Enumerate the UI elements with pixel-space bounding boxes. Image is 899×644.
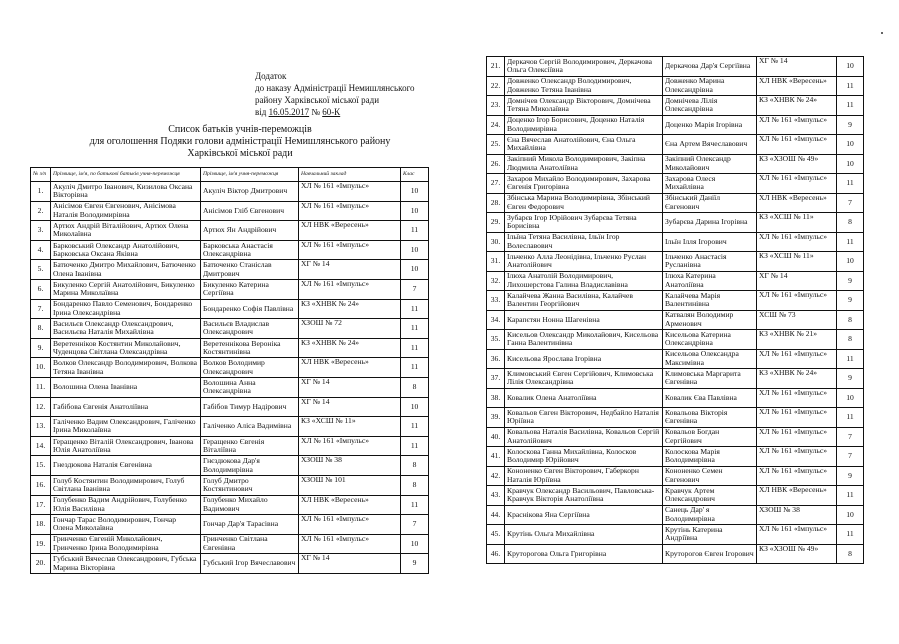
grade: 10 (837, 57, 864, 77)
parents-names: Веретенніков Костянтин Миколайович, Чуденцова Світлана Олександрівна (51, 338, 201, 358)
table-row (31, 240, 429, 260)
parents-names: Колоскова Ганна Михайлівна, Колосков Володимир Юрійович (505, 447, 663, 467)
student-name: Доценко Марія Ігорівна (663, 115, 757, 135)
grade: 10 (401, 240, 429, 260)
grade: 10 (401, 201, 429, 221)
grade: 9 (837, 466, 864, 486)
grade: 8 (401, 456, 429, 476)
col-grade-header: Клас (401, 168, 429, 182)
grade: 10 (837, 388, 864, 408)
table-row (487, 252, 864, 272)
school-name: КЗ «ХНВК № 24» (299, 338, 401, 358)
parents-names: Ковальова Наталія Василівна, Ковальов Сергій Анатолійович (505, 427, 663, 447)
parents-names: Губський Вячеслав Олександрович, Губська Марина Вікторівна (51, 554, 201, 574)
table-row (487, 154, 864, 174)
grade: 11 (401, 319, 429, 339)
student-name: Барковська Анастасія Олександрівна (201, 240, 299, 260)
row-number: 27. (487, 174, 505, 194)
table-row (31, 554, 429, 574)
parents-names: Довженко Олександр Володимирович, Довженко Тетяна Іванівна (505, 76, 663, 96)
student-name: Довженко Марина Олександрівна (663, 76, 757, 96)
student-name: Артюх Ян Андрійович (201, 221, 299, 241)
row-number: 28. (487, 193, 505, 213)
row-number: 12. (31, 397, 51, 417)
parents-names: Крутінь Ольга Михайлівна (505, 525, 663, 545)
table-row (487, 291, 864, 311)
parents-names: Ковалик Олена Анатоліївна (505, 388, 663, 408)
student-name: Габібов Тимур Надірович (201, 397, 299, 417)
table-row (31, 495, 429, 515)
school-name: ХГ № 14 (299, 554, 401, 574)
school-name: ХЛ НВК «Вересень» (757, 486, 837, 506)
grade: 9 (837, 291, 864, 311)
parents-names: Ільченко Алла Леонідівна, Ільченко Руслан Анатолійович (505, 252, 663, 272)
grade: 11 (401, 495, 429, 515)
student-name: Анісімов Гліб Євгенович (201, 201, 299, 221)
grade: 8 (401, 377, 429, 397)
school-name: ХЗОШ № 72 (299, 319, 401, 339)
parents-names: Карапєтян Нонна Шагенівна (505, 310, 663, 330)
parents-names: Ілюха Анатолій Володимирович, Лихошерстова Галина Владиславівна (505, 271, 663, 291)
grade: 11 (837, 96, 864, 116)
table-row (487, 213, 864, 233)
grade: 11 (837, 525, 864, 545)
student-name: Губський Ігор Вячеславович (201, 554, 299, 574)
student-name: Климовська Маргарита Євгенівна (663, 369, 757, 389)
table-row (487, 96, 864, 116)
row-number: 39. (487, 408, 505, 428)
row-number: 34. (487, 310, 505, 330)
school-name: ХЛ № 161 «Імпульс» (757, 115, 837, 135)
row-number: 18. (31, 515, 51, 535)
district-line: району Харківської міської ради (255, 95, 380, 105)
title-line-2: для оголошення Подяки голови адміністрації Немишлянського району (89, 136, 391, 147)
table-row (487, 135, 864, 155)
parents-names: Захаров Михайло Володимирович, Захарова Євгенія Григорівна (505, 174, 663, 194)
school-name: ХЛ НВК «Вересень» (299, 358, 401, 378)
parents-names: Деркачов Сергій Володимирович, Деркачова Ольга Олексіївна (505, 57, 663, 77)
grade: 9 (401, 554, 429, 574)
student-name: Геращенко Євгенія Віталіївна (201, 436, 299, 456)
parents-names: Габібова Євгенія Анатоліївна (51, 397, 201, 417)
row-number: 25. (487, 135, 505, 155)
school-name: ХЛ № 161 «Імпульс» (757, 388, 837, 408)
grade: 7 (837, 427, 864, 447)
table-row (487, 408, 864, 428)
col-school-header: Навчальний заклад (299, 168, 401, 182)
table-row (487, 427, 864, 447)
school-name: ХЛ № 161 «Імпульс» (299, 279, 401, 299)
row-number: 7. (31, 299, 51, 319)
student-name: Круторогов Євген Ігорович (663, 544, 757, 564)
order-date-line (255, 106, 415, 118)
grade: 7 (837, 447, 864, 467)
table-header-row (31, 168, 429, 182)
appendix-header (255, 70, 415, 118)
scan-speck (881, 32, 883, 34)
row-number: 33. (487, 291, 505, 311)
school-name: ХЛ № 161 «Імпульс» (757, 135, 837, 155)
school-name: КЗ «ХСШ № 11» (299, 417, 401, 437)
table-row (487, 57, 864, 77)
row-number: 24. (487, 115, 505, 135)
row-number: 11. (31, 377, 51, 397)
table-row (487, 505, 864, 525)
school-name: КЗ «ХСШ № 11» (757, 252, 837, 272)
grade: 11 (837, 174, 864, 194)
student-name: Акуліч Віктор Дмитрович (201, 182, 299, 202)
parents-names: Круторогова Ольга Григорівна (505, 544, 663, 564)
school-name: ХЛ № 161 «Імпульс» (299, 515, 401, 535)
row-number: 5. (31, 260, 51, 280)
row-number: 36. (487, 349, 505, 369)
parents-names: Голуб Костянтин Володимирович, Голуб Світлана Іванівна (51, 475, 201, 495)
school-name: ХЛ № 161 «Імпульс» (299, 182, 401, 202)
grade: 10 (837, 135, 864, 155)
school-name: КЗ «ХСШ № 11» (757, 213, 837, 233)
student-name: Збінський Даніїл Євгенович (663, 193, 757, 213)
grade: 7 (837, 193, 864, 213)
school-name: ХЗОШ № 38 (299, 456, 401, 476)
school-name: ХЛ № 161 «Імпульс» (757, 427, 837, 447)
student-name: Батюченко Станіслав Дмитрович (201, 260, 299, 280)
parents-names: Волков Олександр Володимирович, Волкова Тетяна Іванівна (51, 358, 201, 378)
row-number: 1. (31, 182, 51, 202)
row-number: 37. (487, 369, 505, 389)
student-name: Санець Дар' я Володимирівна (663, 505, 757, 525)
row-number: 23. (487, 96, 505, 116)
school-name: КЗ «ХЗОШ № 49» (757, 544, 837, 564)
student-name: Кисельова Катерина Олександрівна (663, 330, 757, 350)
row-number: 29. (487, 213, 505, 233)
row-number: 19. (31, 534, 51, 554)
parents-names: Домнічев Олександр Вікторович, Домнічева Тетяна Миколаївна (505, 96, 663, 116)
school-name: КЗ «ХНВК № 21» (757, 330, 837, 350)
school-name: ХГ № 14 (757, 271, 837, 291)
parents-names: Артюх Андрій Віталійович, Артюх Олена Миколаївна (51, 221, 201, 241)
grade: 10 (401, 260, 429, 280)
table-row (31, 534, 429, 554)
grade: 9 (837, 115, 864, 135)
row-number: 26. (487, 154, 505, 174)
parents-names: Гончар Тарас Володимирович, Гончар Олена Миколаївна (51, 515, 201, 535)
table-row (487, 349, 864, 369)
student-name: Крутінь Катерина Андріївна (663, 525, 757, 545)
parents-names: Краснікова Яна Сергіївна (505, 505, 663, 525)
grade: 11 (837, 349, 864, 369)
student-name: Єна Артем Вячеславович (663, 135, 757, 155)
parents-names: Кононенко Євген Вікторович, Габеркорн Наталія Юріївна (505, 466, 663, 486)
grade: 11 (401, 358, 429, 378)
school-name: КЗ «ХНВК № 24» (299, 299, 401, 319)
student-name: Закіпний Олександр Миколайович (663, 154, 757, 174)
grade: 11 (401, 417, 429, 437)
table-row (487, 232, 864, 252)
grade: 11 (401, 436, 429, 456)
table-row (487, 544, 864, 564)
school-name: ХГ № 14 (299, 260, 401, 280)
row-number: 6. (31, 279, 51, 299)
row-number: 14. (31, 436, 51, 456)
table-row (31, 436, 429, 456)
row-number: 38. (487, 388, 505, 408)
school-name: КЗ «ХНВК № 24» (757, 96, 837, 116)
row-number: 13. (31, 417, 51, 437)
appendix-label: Додаток (255, 71, 287, 81)
table-row (487, 447, 864, 467)
table-row (31, 456, 429, 476)
school-name: ХГ № 14 (299, 377, 401, 397)
row-number: 44. (487, 505, 505, 525)
parents-names: Голубенко Вадим Андрійович, Голубенко Юлія Василівна (51, 495, 201, 515)
order-reference: до наказу Адміністрації Немишлянського (255, 83, 415, 93)
grade: 11 (837, 232, 864, 252)
student-name: Ільченко Анастасія Русланівна (663, 252, 757, 272)
table-row (31, 417, 429, 437)
student-name: Васильєв Владислав Олександрович (201, 319, 299, 339)
grade: 9 (837, 271, 864, 291)
table-row (487, 388, 864, 408)
school-name: КЗ «ХЗОШ № 49» (757, 154, 837, 174)
student-name: Бикуленко Катерина Сергіївна (201, 279, 299, 299)
row-number: 22. (487, 76, 505, 96)
school-name: ХЗОШ № 101 (299, 475, 401, 495)
date-prefix: від (255, 107, 267, 117)
row-number: 15. (31, 456, 51, 476)
school-name: ХЛ № 161 «Імпульс» (757, 525, 837, 545)
title-line-1: Список батьків учнів-переможців (168, 124, 312, 135)
grade: 10 (401, 397, 429, 417)
student-name: Кисельова Олександра Максимівна (663, 349, 757, 369)
table-row (31, 397, 429, 417)
parents-names: Барковський Олександр Анатолійович, Барковська Оксана Яківна (51, 240, 201, 260)
student-name: Гринченко Світлана Євгенівна (201, 534, 299, 554)
parents-names: Анісімов Євген Євгенович, Анісімова Наталія Володимирівна (51, 201, 201, 221)
school-name: ХЛ № 161 «Імпульс» (299, 534, 401, 554)
row-number: 10. (31, 358, 51, 378)
student-name: Колоскова Марія Володимирівна (663, 447, 757, 467)
student-name: Калайчева Марія Валентинівна (663, 291, 757, 311)
parents-names: Бондаренко Павло Семенович, Бондаренко Ірина Олександрівна (51, 299, 201, 319)
table-row (487, 115, 864, 135)
parents-names: Гринченко Євгеній Миколайович, Гринченко Ірина Володимирівна (51, 534, 201, 554)
parents-names: Зубарєв Ігор Юрійович Зубарєва Тетяна Борисівна (505, 213, 663, 233)
grade: 10 (837, 252, 864, 272)
table-row (31, 201, 429, 221)
row-number: 41. (487, 447, 505, 467)
parents-names: Калайчева Жанна Василівна, Калайчев Валентин Георгійович (505, 291, 663, 311)
grade: 11 (401, 299, 429, 319)
school-name: ХЗОШ № 38 (757, 505, 837, 525)
parents-table-right (486, 56, 864, 564)
row-number: 43. (487, 486, 505, 506)
grade: 8 (837, 544, 864, 564)
row-number: 17. (31, 495, 51, 515)
title-line-3: Харківської міської ради (187, 148, 293, 159)
row-number: 31. (487, 252, 505, 272)
parents-names: Ковальов Євген Вікторович, Недбайло Наталія Юріївна (505, 408, 663, 428)
col-num-header: № з/п (31, 168, 51, 182)
parents-names: Єна Вячеслав Анатолійович, Єна Ольга Михайлівна (505, 135, 663, 155)
parents-names: Кисельова Ярослава Ігорівна (505, 349, 663, 369)
student-name: Домнічева Лілія Олександрівна (663, 96, 757, 116)
grade: 10 (837, 154, 864, 174)
student-name: Ковальов Богдан Сергійович (663, 427, 757, 447)
student-name: Галіченко Аліса Вадимівна (201, 417, 299, 437)
student-name: Голуб Дмитро Костянтинович (201, 475, 299, 495)
grade: 8 (401, 475, 429, 495)
row-number: 30. (487, 232, 505, 252)
table-row (31, 299, 429, 319)
row-number: 21. (487, 57, 505, 77)
school-name: ХЛ № 161 «Імпульс» (757, 174, 837, 194)
grade: 11 (837, 486, 864, 506)
student-name: Бондаренко Софія Павлівна (201, 299, 299, 319)
school-name: ХЛ НВК «Вересень» (299, 495, 401, 515)
row-number: 35. (487, 330, 505, 350)
school-name: ХЛ № 161 «Імпульс» (299, 240, 401, 260)
table-row (487, 76, 864, 96)
student-name: Ковалик Єва Павлівна (663, 388, 757, 408)
student-name: Кононенко Семен Євгенович (663, 466, 757, 486)
row-number: 46. (487, 544, 505, 564)
table-row (487, 486, 864, 506)
school-name: ХЛ НВК «Вересень» (299, 221, 401, 241)
parents-names: Васильєв Олександр Олександрович, Васильєва Наталія Михайлівна (51, 319, 201, 339)
student-name: Захарова Олеся Михайлівна (663, 174, 757, 194)
row-number: 45. (487, 525, 505, 545)
parents-names: Ільїна Тетяна Василівна, Ільїн Ігор Волеславович (505, 232, 663, 252)
student-name: Гончар Дар'я Тарасівна (201, 515, 299, 535)
parents-table-left (30, 167, 429, 574)
student-name: Ілюха Катерина Анатоліївна (663, 271, 757, 291)
parents-names: Батюченко Дмитро Михайлович, Батюченко Олена Іванівна (51, 260, 201, 280)
school-name: ХГ № 14 (757, 57, 837, 77)
school-name: ХЛ № 161 «Імпульс» (757, 447, 837, 467)
school-name: ХЛ № 161 «Імпульс» (757, 466, 837, 486)
table-row (31, 515, 429, 535)
student-name: Кравчук Артем Олександрович (663, 486, 757, 506)
table-row (487, 310, 864, 330)
grade: 10 (401, 534, 429, 554)
table-row (487, 271, 864, 291)
number-prefix: № (311, 107, 320, 117)
school-name: ХСШ № 73 (757, 310, 837, 330)
student-name: Ільїн Ілля Ігорович (663, 232, 757, 252)
parents-names: Збінська Марина Володимирівна, Збінський Євген Федорович (505, 193, 663, 213)
table-row (31, 221, 429, 241)
grade: 9 (837, 369, 864, 389)
grade: 11 (401, 221, 429, 241)
school-name: ХЛ № 161 «Імпульс» (757, 349, 837, 369)
school-name: ХЛ № 161 «Імпульс» (757, 408, 837, 428)
school-name: ХГ № 14 (299, 397, 401, 417)
parents-names: Климовський Євген Сергійович, Климовська Лілія Олександрівна (505, 369, 663, 389)
table-row (31, 377, 429, 397)
parents-names: Кравчук Олександр Васильович, Павловська-Кравчук Вікторія Анатоліївна (505, 486, 663, 506)
grade: 8 (837, 213, 864, 233)
grade: 8 (837, 330, 864, 350)
row-number: 3. (31, 221, 51, 241)
table-row (31, 182, 429, 202)
grade: 8 (837, 310, 864, 330)
row-number: 32. (487, 271, 505, 291)
grade: 11 (401, 338, 429, 358)
row-number: 40. (487, 427, 505, 447)
parents-names: Акуліч Дмитро Іванович, Кизилова Оксана Вікторівна (51, 182, 201, 202)
document-title (30, 124, 450, 160)
parents-names: Волошина Олена Іванівна (51, 377, 201, 397)
grade: 7 (401, 515, 429, 535)
row-number: 9. (31, 338, 51, 358)
parents-names: Кисельов Олександр Миколайович, Кисельова Ганна Валентинівна (505, 330, 663, 350)
table-row (31, 260, 429, 280)
parents-names: Бикуленко Сергій Анатолійович, Бикуленко Марина Миколаївна (51, 279, 201, 299)
table-row (31, 475, 429, 495)
row-number: 20. (31, 554, 51, 574)
parents-names: Доценко Ігор Борисович, Доценко Наталія Володимирівна (505, 115, 663, 135)
school-name: ХЛ № 161 «Імпульс» (757, 291, 837, 311)
grade: 11 (837, 408, 864, 428)
parents-names: Галіченко Вадим Олександрович, Галіченко Ірина Миколаївна (51, 417, 201, 437)
col-parents-header: Прізвище, ім'я, по батькові батьків учня-переможця (51, 168, 201, 182)
row-number: 4. (31, 240, 51, 260)
table-row (487, 193, 864, 213)
student-name: Ковальова Вікторія Євгенівна (663, 408, 757, 428)
student-name: Гнєздюкова Дар'я Володимирівна (201, 456, 299, 476)
school-name: ХЛ № 161 «Імпульс» (299, 201, 401, 221)
school-name: ХЛ НВК «Вересень» (757, 193, 837, 213)
school-name: КЗ «ХНВК № 24» (757, 369, 837, 389)
col-student-header: Прізвище, ім'я учня-переможця (201, 168, 299, 182)
table-row (487, 174, 864, 194)
student-name: Веретеннікова Вероніка Костянтинівна (201, 338, 299, 358)
school-name: ХЛ НВК «Вересень» (757, 76, 837, 96)
table-row (31, 338, 429, 358)
row-number: 42. (487, 466, 505, 486)
parents-names: Геращенко Віталій Олександрович, Іванова Юлія Анатоліївна (51, 436, 201, 456)
table-row (487, 330, 864, 350)
school-name: ХЛ № 161 «Імпульс» (757, 232, 837, 252)
table-row (31, 279, 429, 299)
parents-names: Закіпний Микола Володимирович, Закіпна Людмила Анатоліївна (505, 154, 663, 174)
grade: 11 (837, 76, 864, 96)
parents-names: Гнездюкова Наталія Євгенівна (51, 456, 201, 476)
grade: 10 (837, 505, 864, 525)
row-number: 16. (31, 475, 51, 495)
grade: 7 (401, 279, 429, 299)
student-name: Голубенко Михайло Вадимович (201, 495, 299, 515)
order-date: 16.05.2017 (268, 107, 310, 117)
table-row (31, 319, 429, 339)
student-name: Волошина Анна Олександрівна (201, 377, 299, 397)
table-row (31, 358, 429, 378)
student-name: Волков Володимир Олександрович (201, 358, 299, 378)
table-row (487, 466, 864, 486)
table-row (487, 369, 864, 389)
table-row (487, 525, 864, 545)
order-number: 60-К (322, 107, 341, 117)
student-name: Деркачова Дар'я Сергіївна (663, 57, 757, 77)
grade: 10 (401, 182, 429, 202)
student-name: Зубарєва Дарина Ігорівна (663, 213, 757, 233)
row-number: 8. (31, 319, 51, 339)
row-number: 2. (31, 201, 51, 221)
school-name: ХЛ № 161 «Імпульс» (299, 436, 401, 456)
student-name: Катвалян Володимир Арменович (663, 310, 757, 330)
